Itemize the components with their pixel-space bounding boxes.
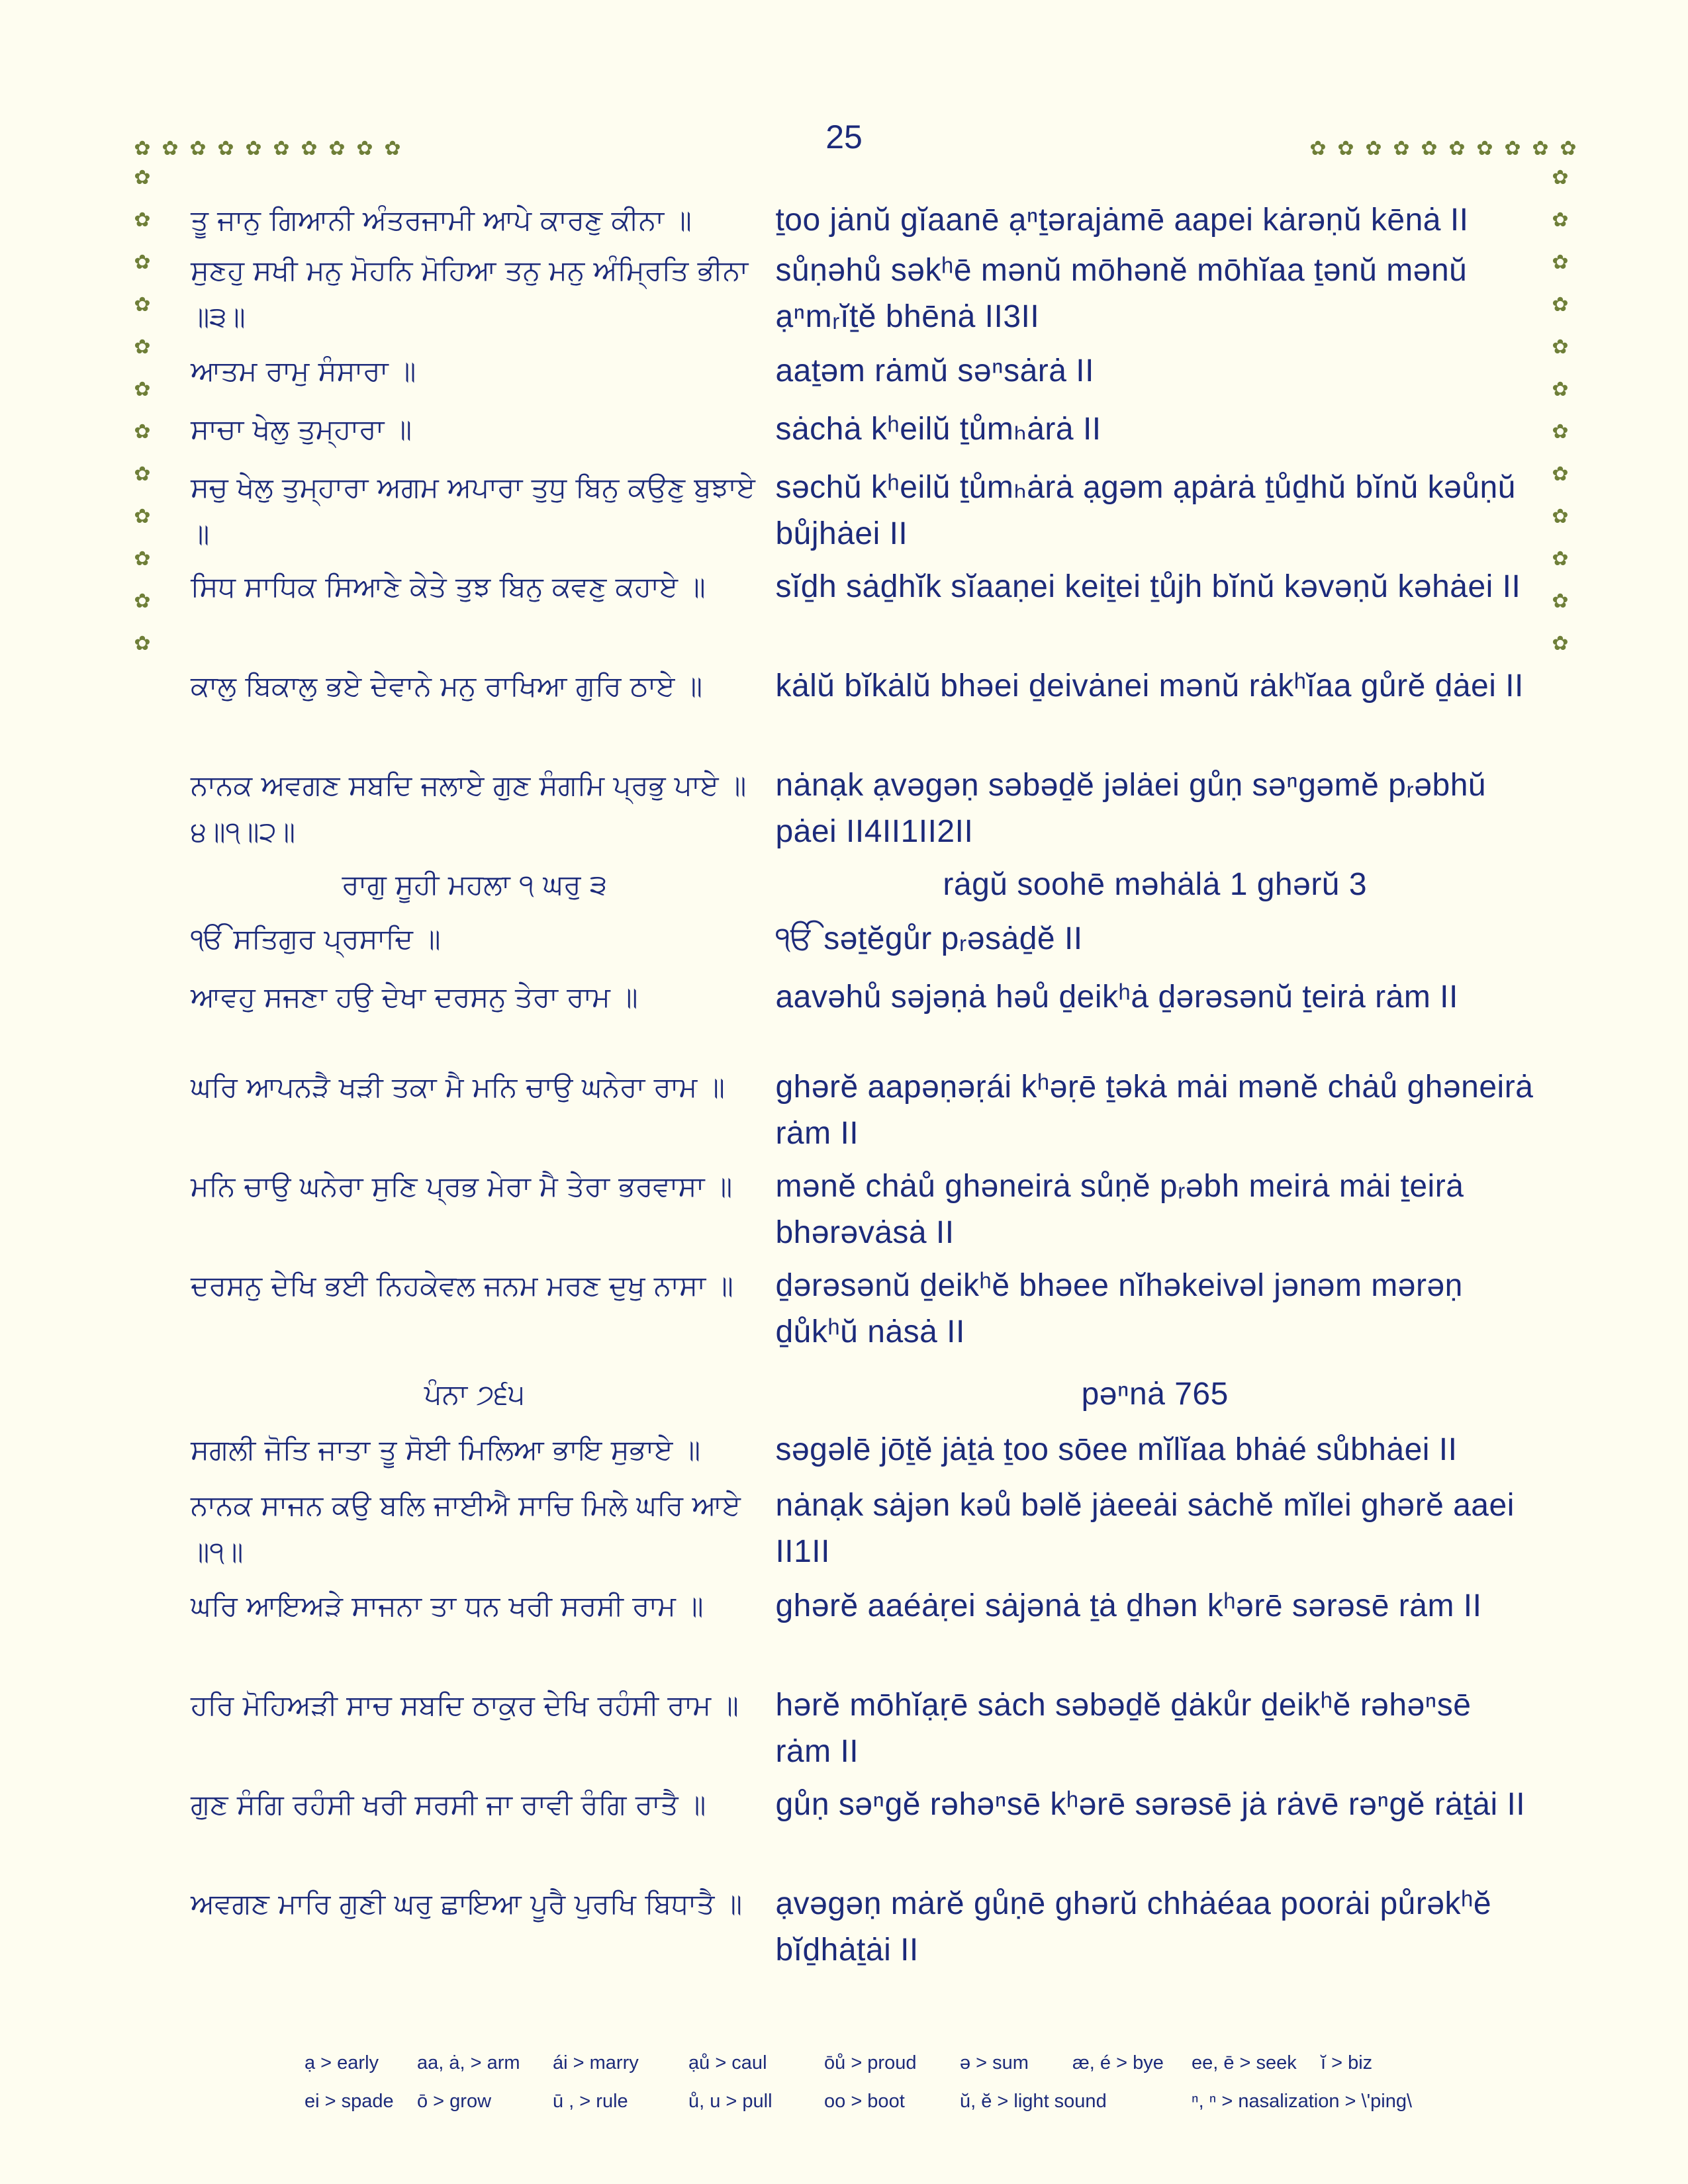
- page-number: 25: [825, 118, 863, 156]
- section-heading-row: [191, 862, 1534, 916]
- flower-icon: ✿: [1552, 420, 1569, 443]
- transliteration-line: aaṯəm rȧmŭ səⁿsȧrȧ II: [775, 353, 1094, 388]
- flower-icon: ✿: [1552, 336, 1569, 359]
- flower-icon: ✿: [189, 137, 207, 160]
- legend-row: [305, 2044, 1496, 2082]
- flower-icon: ✿: [1552, 547, 1569, 570]
- transliteration-line: ạvəgəṇ mȧrĕ gůṇē ghərŭ chhȧéaa poorȧi půrəkʰĕ bĭḏhȧṯȧi II: [775, 1886, 1492, 1968]
- transliteration-line: mənĕ chȧů ghəneirȧ sůṇĕ pᵣəbh meirȧ mȧi ṯeirȧ bhərəvȧsȧ II: [775, 1169, 1464, 1250]
- legend-item: ū , > rule: [553, 2090, 628, 2112]
- flower-icon: ✿: [1552, 208, 1569, 232]
- verse-row: [191, 1482, 1534, 1583]
- gurmukhi-line: ਆਵਹੁ ਸਜਣਾ ਹਉ ਦੇਖਾ ਦਰਸਨੁ ਤੇਰਾ ਰਾਮ ॥: [191, 981, 638, 1013]
- transliteration-heading: pəⁿnȧ 765: [1081, 1377, 1229, 1412]
- gurmukhi-line: ਨਾਨਕ ਸਾਜਨ ਕਉ ਬਲਿ ਜਾਈਐ ਸਾਚਿ ਮਿਲੇ ਘਰਿ ਆਏ ॥੧॥: [191, 1489, 741, 1568]
- transliteration-line: ḏərəsənŭ ḏeikʰĕ bhəee nĭhəkeivəl jənəm mərəṇ ḏůkʰŭ nȧsȧ II: [775, 1268, 1463, 1349]
- verse-table: [191, 197, 1534, 1980]
- transliteration-line: kȧlŭ bĭkȧlŭ bhəei ḏeivȧnei mənŭ rȧkʰĭaa gůrĕ ḏȧei II: [775, 668, 1524, 704]
- legend-item: ạů > caul: [688, 2052, 767, 2073]
- flower-icon: ✿: [1504, 137, 1521, 160]
- flower-icon: ✿: [1552, 293, 1569, 316]
- gurmukhi-line: ਆਤਮ ਰਾਮੁ ਸੰਸਾਰਾ ॥: [191, 355, 416, 387]
- flower-icon: ✿: [134, 505, 151, 528]
- verse-row: [191, 916, 1534, 974]
- transliteration-line: sĭḏh sȧḏhĭk sĭaaṇei keiṯei ṯůjh bĭnŭ kəvəṇŭ kəhȧei II: [775, 569, 1521, 604]
- flower-icon: ✿: [1552, 463, 1569, 486]
- verse-row: [191, 1427, 1534, 1482]
- flower-icon: ✿: [134, 251, 151, 274]
- flower-icon: ✿: [1421, 137, 1438, 160]
- flower-icon: ✿: [1476, 137, 1493, 160]
- gurmukhi-line: ਘਰਿ ਆਪਨੜੈ ਖੜੀ ਤਕਾ ਮੈ ਮਨਿ ਚਾਉ ਘਨੇਰਾ ਰਾਮ ॥: [191, 1071, 725, 1103]
- verse-row: [191, 348, 1534, 406]
- flower-icon: ✿: [1532, 137, 1549, 160]
- legend-item: ạ > early: [305, 2052, 379, 2073]
- flower-icon: ✿: [301, 137, 318, 160]
- legend-item: ō > grow: [417, 2090, 492, 2112]
- flower-icon: ✿: [134, 166, 151, 189]
- flower-icon: ✿: [273, 137, 290, 160]
- legend-item: ei > spade: [305, 2090, 394, 2112]
- transliteration-line: səgəlē jōṯĕ jȧṯȧ ṯoo sōee mĭlĭaa bhȧé sůbhȧei II: [775, 1432, 1458, 1467]
- legend-item: ⁿ, ⁿ > nasalization > \'ping\: [1192, 2090, 1413, 2112]
- verse-row: [191, 1782, 1534, 1881]
- flower-icon: ✿: [1552, 505, 1569, 528]
- transliteration-line: aavəhů səjəṇȧ həů ḏeikʰȧ ḏərəsənŭ ṯeirȧ rȧm II: [775, 979, 1458, 1015]
- transliteration-line: sȧchȧ kʰeilŭ ṯůmₕȧrȧ II: [775, 412, 1102, 447]
- legend-item: æ, é > bye: [1072, 2052, 1164, 2073]
- gurmukhi-line: ਨਾਨਕ ਅਵਗਣ ਸਬਦਿ ਜਲਾਏ ਗੁਣ ਸੰਗਮਿ ਪ੍ਰਭੁ ਪਾਏ ॥੪॥੧॥੨॥: [191, 769, 747, 848]
- transliteration-line: ghərĕ aapəṇəṛái kʰəṛē ṯəkȧ mȧi mənĕ chȧů ghəneirȧ rȧm II: [775, 1069, 1534, 1151]
- gurmukhi-line: ੴ ਸਤਿਗੁਰ ਪ੍ਰਸਾਦਿ ॥: [191, 923, 441, 955]
- verse-row: [191, 465, 1534, 564]
- verse-row: [191, 1064, 1534, 1163]
- gurmukhi-line: ਦਰਸਨੁ ਦੇਖਿ ਭਈ ਨਿਹਕੇਵਲ ਜਨਮ ਮਰਣ ਦੁਖੁ ਨਾਸਾ ॥: [191, 1269, 733, 1302]
- flower-icon: ✿: [1552, 378, 1569, 401]
- gurmukhi-line: ਸਗਲੀ ਜੋਤਿ ਜਾਤਾ ਤੂ ਸੋਈ ਮਿਲਿਆ ਭਾਇ ਸੁਭਾਏ ॥: [191, 1433, 701, 1466]
- gurmukhi-line: ਅਵਗਣ ਮਾਰਿ ਗੁਣੀ ਘਰੁ ਛਾਇਆ ਪੂਰੈ ਪੁਰਖਿ ਬਿਧਾਤੈ ॥: [191, 1888, 743, 1920]
- gurmukhi-line: ਤੂ ਜਾਨੁ ਗਿਆਨੀ ਅੰਤਰਜਾਮੀ ਆਪੇ ਕਾਰਣੁ ਕੀਨਾ ॥: [191, 204, 692, 236]
- transliteration-line: nȧnạk ạvəgəṇ səbəḏĕ jəlȧei gůṇ səⁿgəmĕ pᵣəbhŭ pȧei II4II1II2II: [775, 768, 1487, 849]
- flower-icon: ✿: [1552, 251, 1569, 274]
- verse-row: [191, 663, 1534, 762]
- verse-row: [191, 406, 1534, 465]
- flower-icon: ✿: [1552, 166, 1569, 189]
- legend-item: ee, ē > seek: [1192, 2052, 1297, 2073]
- flower-icon: ✿: [134, 208, 151, 232]
- legend-item: oo > boot: [824, 2090, 905, 2112]
- gurmukhi-heading: ਰਾਗੁ ਸੂਹੀ ਮਹਲਾ ੧ ਘਰੁ ੩: [342, 868, 607, 901]
- transliteration-line: nȧnạk sȧjən kəů bəlĕ jȧeeȧi sȧchĕ mĭlei ghərĕ aaei II1II: [775, 1488, 1515, 1569]
- gurmukhi-line: ਸਾਚਾ ਖੇਲੁ ਤੁਮ੍ਹਾਰਾ ॥: [191, 413, 412, 445]
- flower-icon: ✿: [134, 336, 151, 359]
- flower-icon: ✿: [1365, 137, 1382, 160]
- flower-icon: ✿: [162, 137, 179, 160]
- legend-item: ŭ, ĕ > light sound: [960, 2090, 1107, 2112]
- verse-row: [191, 1881, 1534, 1980]
- flower-icon: ✿: [384, 137, 401, 160]
- legend-row: [305, 2082, 1496, 2120]
- pronunciation-legend: [305, 2044, 1496, 2120]
- transliteration-line: ghərĕ aaéȧṛei sȧjənȧ ṯȧ ḏhən kʰərē sərəsē rȧm II: [775, 1588, 1482, 1623]
- flower-icon: ✿: [134, 293, 151, 316]
- flower-icon: ✿: [328, 137, 346, 160]
- gurmukhi-line: ਸਿਧ ਸਾਧਿਕ ਸਿਆਣੇ ਕੇਤੇ ਤੁਝ ਬਿਨੁ ਕਵਣੁ ਕਹਾਏ ॥: [191, 570, 706, 603]
- transliteration-line: səchŭ kʰeilŭ ṯůmₕȧrȧ ạgəm ạpȧrȧ ṯůḏhŭ bĭnŭ kəůṇŭ bůjhȧei II: [775, 470, 1516, 551]
- gurmukhi-line: ਗੁਣ ਸੰਗਿ ਰਹੰਸੀ ਖਰੀ ਸਰਸੀ ਜਾ ਰਾਵੀ ਰੰਗਿ ਰਾਤੈ ॥: [191, 1788, 706, 1821]
- verse-row: [191, 1263, 1534, 1371]
- legend-item: ə > sum: [960, 2052, 1029, 2073]
- flower-icon: ✿: [1560, 137, 1577, 160]
- flower-icon: ✿: [1552, 590, 1569, 613]
- transliteration-line: gůṇ səⁿgĕ rəhəⁿsē kʰərē sərəsē jȧ rȧvē rəⁿgĕ rȧṯȧi II: [775, 1787, 1526, 1822]
- gurmukhi-line: ਮਨਿ ਚਾਉ ਘਨੇਰਾ ਸੁਣਿ ਪ੍ਰਭ ਮੇਰਾ ਮੈ ਤੇਰਾ ਭਰਵਾਸਾ ॥: [191, 1170, 733, 1203]
- verse-row: [191, 974, 1534, 1064]
- verse-row: [191, 1682, 1534, 1782]
- gurmukhi-line: ਸੁਣਹੁ ਸਖੀ ਮਨੁ ਮੋਹਨਿ ਮੋਹਿਆ ਤਨੁ ਮਨੁ ਅੰਮ੍ਰਿਤਿ ਭੀਨਾ ॥੩॥: [191, 254, 749, 333]
- legend-item: aa, ȧ, > arm: [417, 2052, 520, 2073]
- gurmukhi-line: ਹਰਿ ਮੋਹਿਅੜੀ ਸਾਚ ਸਬਦਿ ਠਾਕੁਰ ਦੇਖਿ ਰਹੰਸੀ ਰਾਮ ॥: [191, 1689, 739, 1721]
- legend-item: ů, u > pull: [688, 2090, 773, 2112]
- verse-row: [191, 564, 1534, 663]
- flower-icon: ✿: [217, 137, 234, 160]
- verse-row: [191, 1583, 1534, 1682]
- legend-item: ái > marry: [553, 2052, 639, 2073]
- flower-icon: ✿: [356, 137, 373, 160]
- verse-row: [191, 248, 1534, 348]
- flower-icon: ✿: [134, 420, 151, 443]
- flower-icon: ✿: [245, 137, 262, 160]
- transliteration-line: sůṇəhů səkʰē mənŭ mōhənĕ mōhĭaa ṯənŭ mənŭ ạⁿmᵣĭṯĕ bhēnȧ II3II: [775, 253, 1468, 334]
- verse-row: [191, 1163, 1534, 1263]
- section-heading-row: [191, 1371, 1534, 1427]
- flower-icon: ✿: [134, 547, 151, 570]
- legend-item: ĭ > biz: [1321, 2052, 1373, 2073]
- flower-icon: ✿: [1337, 137, 1354, 160]
- transliteration-line: hərĕ mōhĭạṛē sȧch səbəḏĕ ḏȧkůr ḏeikʰĕ rəhəⁿsē rȧm II: [775, 1688, 1472, 1769]
- flower-icon: ✿: [1309, 137, 1327, 160]
- flower-icon: ✿: [134, 590, 151, 613]
- verse-row: [191, 762, 1534, 862]
- gurmukhi-heading: ਪੰਨਾ ੭੬੫: [424, 1378, 525, 1410]
- gurmukhi-line: ਸਚੁ ਖੇਲੁ ਤੁਮ੍ਹਾਰਾ ਅਗਮ ਅਪਾਰਾ ਤੁਧੁ ਬਿਨੁ ਕਉਣੁ ਬੁਝਾਏ ॥: [191, 471, 755, 550]
- flower-icon: ✿: [1393, 137, 1410, 160]
- transliteration-heading: rȧgŭ soohē məhȧlȧ 1 ghərŭ 3: [943, 867, 1368, 902]
- flower-icon: ✿: [134, 137, 151, 160]
- flower-icon: ✿: [1448, 137, 1466, 160]
- legend-item: ōů > proud: [824, 2052, 917, 2073]
- transliteration-line: ੴ səṯĕgůr pᵣəsȧḏĕ II: [775, 921, 1083, 956]
- flower-icon: ✿: [134, 632, 151, 655]
- gurmukhi-line: ਕਾਲੁ ਬਿਕਾਲੁ ਭਏ ਦੇਵਾਨੇ ਮਨੁ ਰਾਖਿਆ ਗੁਰਿ ਠਾਏ ॥: [191, 670, 703, 702]
- flower-icon: ✿: [1552, 632, 1569, 655]
- flower-icon: ✿: [134, 463, 151, 486]
- transliteration-line: ṯoo jȧnŭ gĭaanē ạⁿṯərajȧmē aapei kȧrəṇŭ kēnȧ II: [775, 203, 1469, 238]
- gurmukhi-line: ਘਰਿ ਆਇਅੜੇ ਸਾਜਨਾ ਤਾ ਧਨ ਖਰੀ ਸਰਸੀ ਰਾਮ ॥: [191, 1590, 704, 1622]
- flower-icon: ✿: [134, 378, 151, 401]
- verse-row: [191, 197, 1534, 248]
